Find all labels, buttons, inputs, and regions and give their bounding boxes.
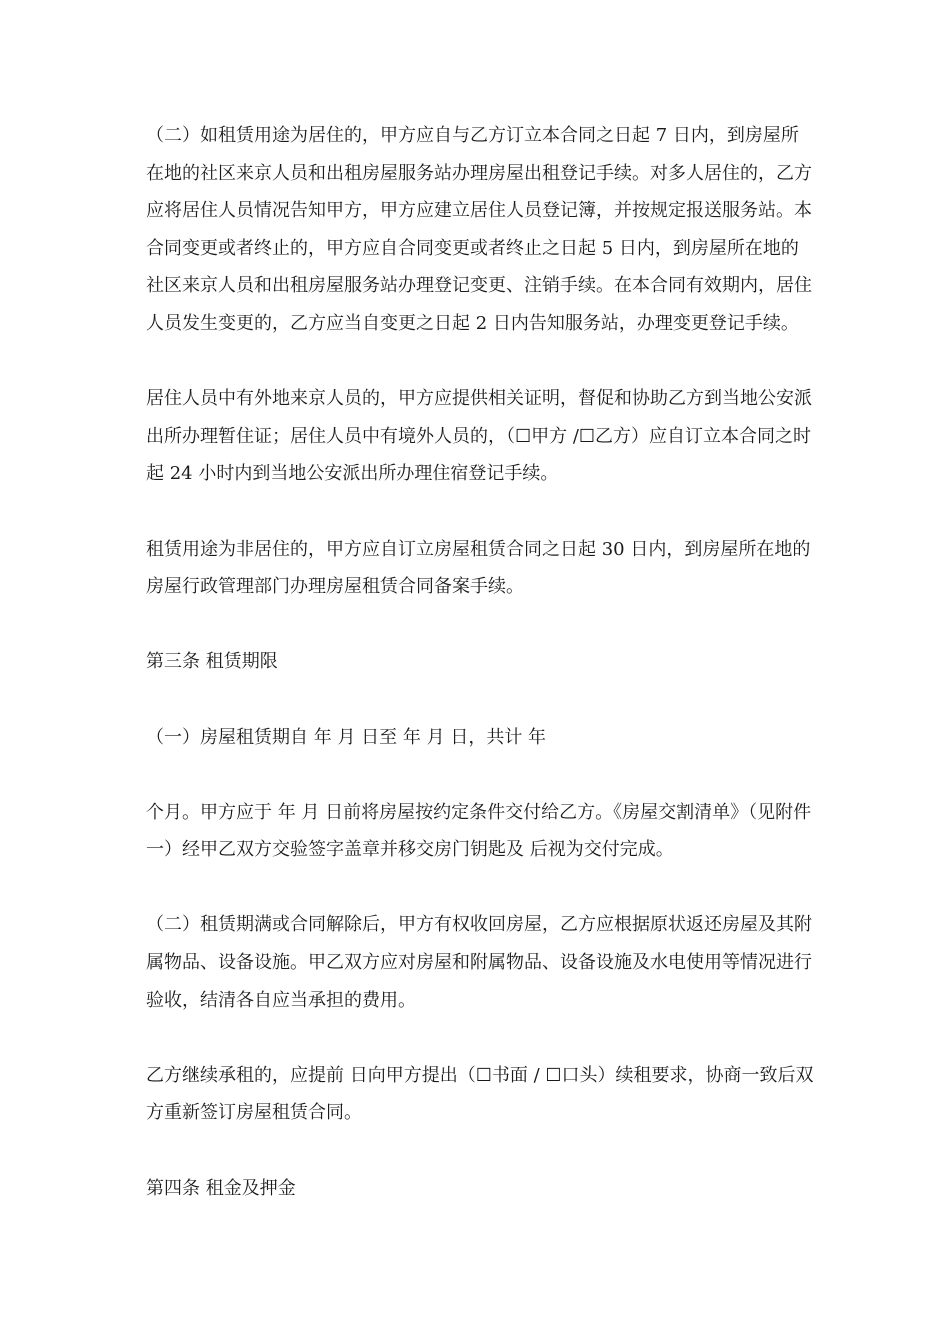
paragraph-non-residential: 租赁用途为非居住的，甲方应自订立房屋租赁合同之日起 30 日内，到房屋所在地的房屋行政管理部门办理房屋租赁合同备案手续。 bbox=[146, 538, 811, 598]
paragraph-expiry: （二）租赁期满或合同解除后，甲方有权收回房屋，乙方应根据原状返还房屋及其附属物品、设备设施。甲乙双方应对房屋和附属物品、设备设施及水电使用等情况进行验收，结清各自应当承担的费用。 bbox=[146, 914, 812, 1011]
paragraph-delivery: 个月。甲方应于 年 月 日前将房屋按约定条件交付给乙方。《房屋交割清单》（见附件一）经甲乙双方交验签字盖章并移交房门钥匙及 后视为交付完成。 bbox=[146, 801, 812, 861]
document-body bbox=[146, 117, 816, 1207]
paragraph-residents: 居住人员中有外地来京人员的，甲方应提供相关证明，督促和协助乙方到当地公安派出所办理暂住证；居住人员中有境外人员的，（☐甲方 /☐乙方）应自订立本合同之时起 24 小时内到当地公安派出所办理住宿登记手续。 bbox=[146, 388, 812, 485]
paragraph-renewal: 乙方继续承租的，应提前 日向甲方提出（☐书面 / ☐口头）续租要求，协商一致后双方重新签订房屋租赁合同。 bbox=[146, 1064, 814, 1124]
paragraph-lease-term: （一）房屋租赁期自 年 月 日至 年 月 日，共计 年 bbox=[146, 726, 547, 748]
section-heading-article-3: 第三条 租赁期限 bbox=[146, 651, 278, 673]
paragraph-registration: （二）如租赁用途为居住的，甲方应自与乙方订立本合同之日起 7 日内，到房屋所在地的社区来京人员和出租房屋服务站办理房屋出租登记手续。对多人居住的，乙方应将居住人员情况告知甲方，甲方应建立居住人员登记簿，并按规定报送服务站。本合同变更或者终止的，甲方应自合同变更或者终止之日起 5 日内，到房屋所在地的社区来京人员和出租房屋服务站办理登记变更、注销手续。在本合同有效期内，居住人员发生变更的，乙方应当自变更之日起 2 日内告知服务站，办理变更登记手续。 bbox=[146, 125, 812, 334]
section-heading-article-4: 第四条 租金及押金 bbox=[146, 1177, 296, 1199]
